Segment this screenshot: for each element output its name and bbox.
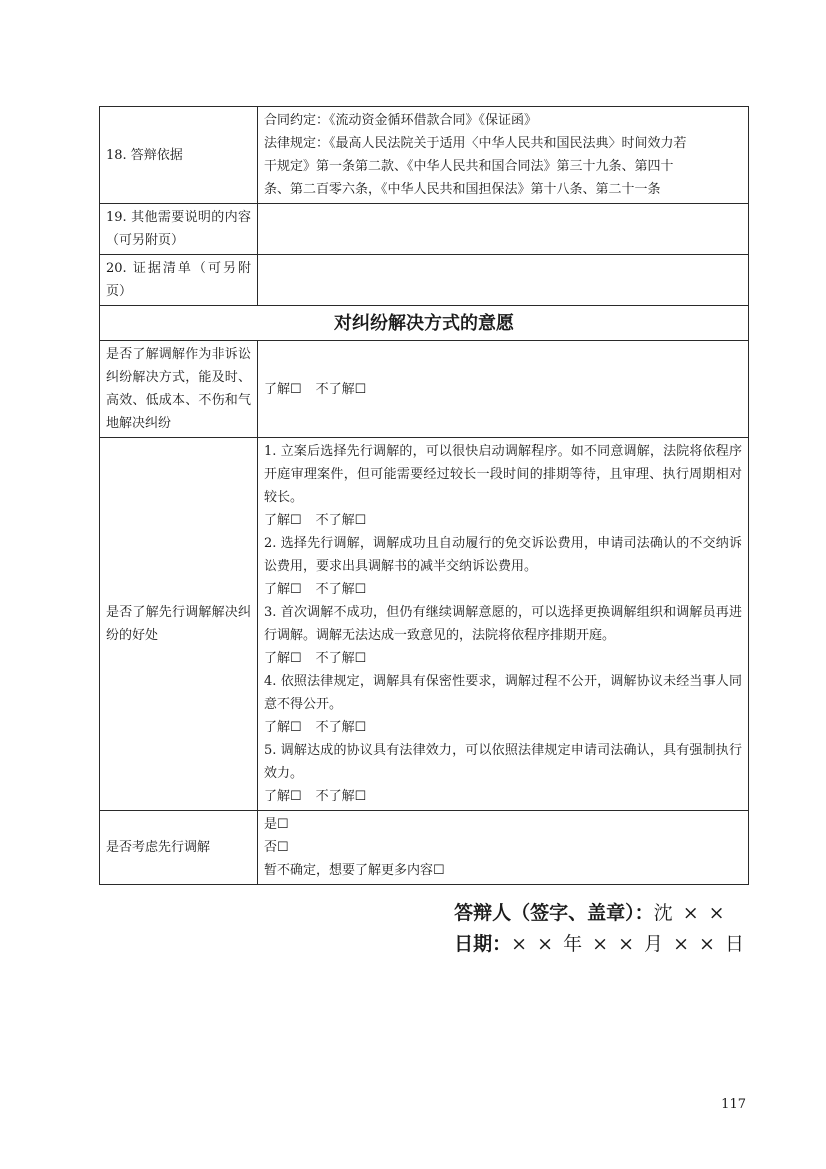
benefit-text: 1. 立案后选择先行调解的，可以很快启动调解程序。如不同意调解，法院将依程序开庭审理案件，但可能需要经过较长一段时间的排期等待，且审理、执行周期相对较长。 <box>264 444 742 505</box>
date-line <box>454 929 746 960</box>
not-understand-checkbox[interactable]: 不了解☐ <box>315 651 367 666</box>
page-number: 117 <box>721 1097 746 1112</box>
understand-checkbox[interactable]: 了解☐ <box>264 651 302 666</box>
benefit-options <box>264 578 742 601</box>
not-understand-checkbox[interactable]: 不了解☐ <box>315 720 367 735</box>
benefit-text: 3. 首次调解不成功，但仍有继续调解意愿的，可以选择更换调解组织和调解员再进行调解。调解无法达成一致意见的，法院将依程序排期开庭。 <box>264 605 742 643</box>
mediation-benefits-list <box>258 438 749 811</box>
understand-checkbox[interactable]: 了解☐ <box>264 513 302 528</box>
basis-line-contract: 合同约定：《流动资金循环借款合同》《保证函》 <box>264 113 538 128</box>
benefit-item <box>264 440 742 532</box>
not-understand-checkbox[interactable]: 不了解☐ <box>315 789 367 804</box>
date-label: 日期： <box>454 933 512 955</box>
benefit-text: 2. 选择先行调解，调解成功且自动履行的免交诉讼费用，申请司法确认的不交纳诉讼费用，要求出具调解书的减半交纳诉讼费用。 <box>264 536 742 574</box>
understand-checkbox[interactable]: 了解☐ <box>264 720 302 735</box>
evidence-list-field[interactable] <box>258 255 749 306</box>
respondent-name: 沈 × × <box>653 902 727 924</box>
consider-mediation-options <box>258 811 749 885</box>
section-heading: 对纠纷解决方式的意愿 <box>100 306 749 341</box>
consider-no-checkbox[interactable]: 否☐ <box>264 840 289 855</box>
benefit-text: 5. 调解达成的协议具有法律效力，可以依照法律规定申请司法确认，具有强制执行效力。 <box>264 743 742 781</box>
row-defense-basis <box>100 107 749 204</box>
evidence-list-label: 20. 证据清单（可另附页） <box>100 255 258 306</box>
benefit-text: 4. 依照法律规定，调解具有保密性要求，调解过程不公开，调解协议未经当事人同意不得公开。 <box>264 674 742 712</box>
row-section-heading <box>100 306 749 341</box>
benefit-item <box>264 670 742 739</box>
consider-unsure-checkbox[interactable]: 暂不确定，想要了解更多内容☐ <box>264 863 445 878</box>
consider-mediation-label: 是否考虑先行调解 <box>100 811 258 885</box>
understand-checkbox[interactable]: 了解☐ <box>264 582 302 597</box>
row-consider-mediation <box>100 811 749 885</box>
benefit-item <box>264 739 742 808</box>
row-evidence-list <box>100 255 749 306</box>
benefit-item <box>264 601 742 670</box>
basis-line-law-3: 条、第二百零六条，《中华人民共和国担保法》第十八条、第二十一条 <box>264 182 661 197</box>
basis-line-law-2: 干规定》第一条第二款、《中华人民共和国合同法》第三十九条、第四十 <box>264 159 674 174</box>
not-understand-checkbox[interactable]: 不了解☐ <box>315 582 367 597</box>
other-notes-field[interactable] <box>258 204 749 255</box>
date-value: × × 年 × × 月 × × 日 <box>511 933 746 955</box>
understand-checkbox[interactable]: 了解☐ <box>264 789 302 804</box>
row-other-notes <box>100 204 749 255</box>
other-notes-label: 19. 其他需要说明的内容（可另附页） <box>100 204 258 255</box>
row-mediation-benefits <box>100 438 749 811</box>
defense-basis-content <box>258 107 749 204</box>
benefit-options <box>264 716 742 739</box>
answer-form-table <box>99 106 749 885</box>
benefit-options <box>264 785 742 808</box>
understand-mediation-label: 是否了解调解作为非诉讼纠纷解决方式，能及时、高效、低成本、不伤和气地解决纠纷 <box>100 341 258 438</box>
benefit-options <box>264 647 742 670</box>
signature-block <box>454 898 746 960</box>
benefit-item <box>264 532 742 601</box>
benefit-options <box>264 509 742 532</box>
consider-yes-checkbox[interactable]: 是☐ <box>264 817 289 832</box>
row-understand-mediation <box>100 341 749 438</box>
basis-line-law-1: 法律规定：《最高人民法院关于适用〈中华人民共和国民法典〉时间效力若 <box>264 136 687 151</box>
mediation-benefits-label: 是否了解先行调解解决纠纷的好处 <box>100 438 258 811</box>
understand-checkbox[interactable]: 了解☐ <box>264 381 302 397</box>
defense-basis-label: 18. 答辩依据 <box>100 107 258 204</box>
understand-mediation-options <box>258 341 749 438</box>
respondent-signature-line <box>454 898 746 929</box>
not-understand-checkbox[interactable]: 不了解☐ <box>315 513 367 528</box>
respondent-label: 答辩人（签字、盖章）： <box>454 902 654 924</box>
not-understand-checkbox[interactable]: 不了解☐ <box>315 381 367 397</box>
